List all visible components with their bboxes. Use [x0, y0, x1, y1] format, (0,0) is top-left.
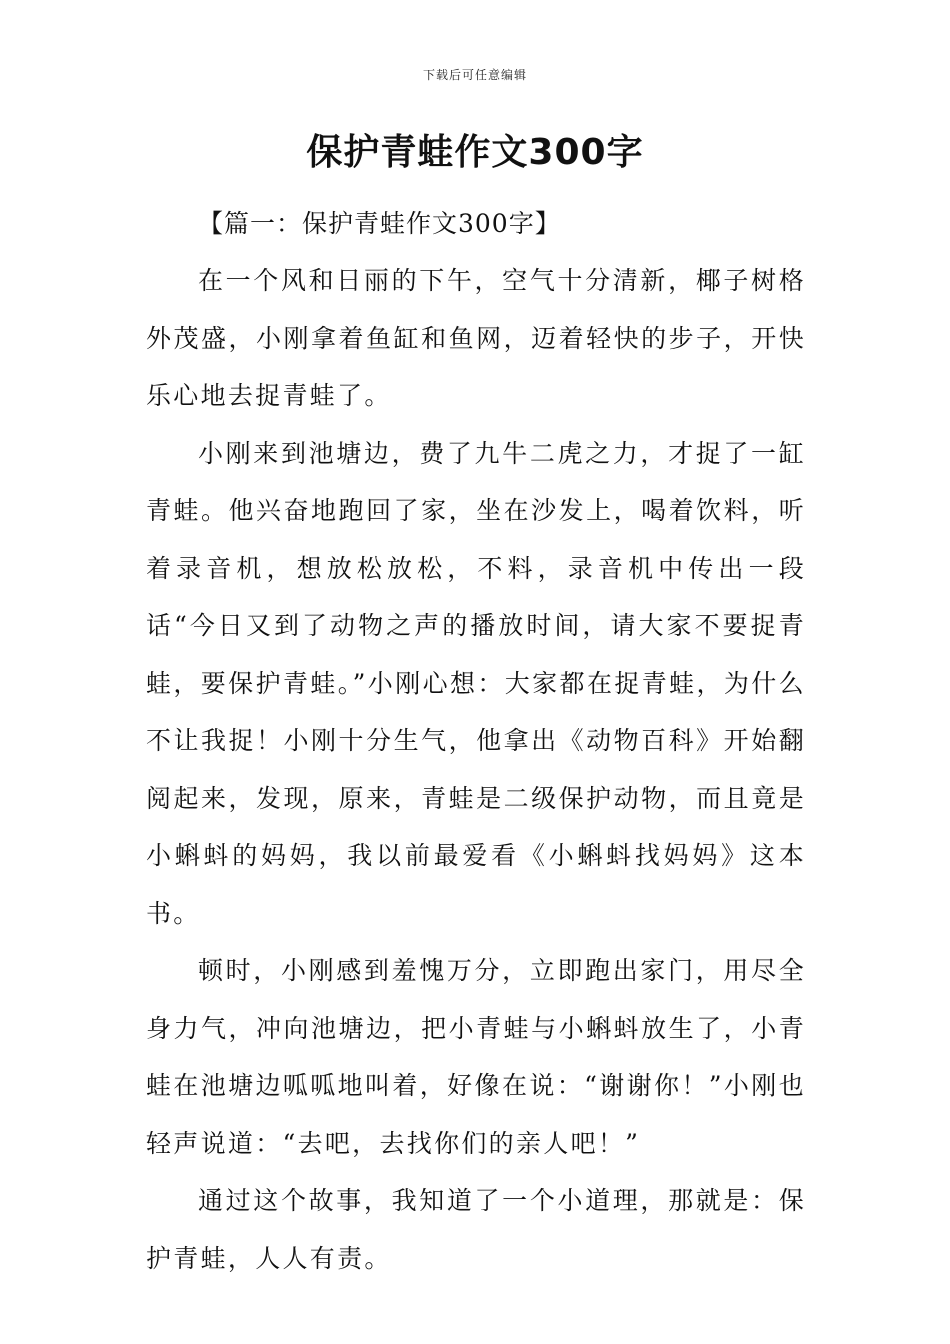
- paragraph-3: 顿时，小刚感到羞愧万分，立即跑出家门，用尽全身力气，冲向池塘边，把小青蛙与小蝌蚪放生了，小青蛙在池塘边呱呱地叫着，好像在说：“谢谢你！”小刚也轻声说道：“去吧，去找你们的亲人吧！”: [146, 956, 806, 1158]
- page-title: 保护青蛙作文300字: [306, 132, 644, 173]
- document-body: [146, 195, 806, 1287]
- paragraph-4: 通过这个故事，我知道了一个小道理，那就是：保护青蛙，人人有责。: [146, 1186, 806, 1273]
- paragraph-2: 小刚来到池塘边，费了九牛二虎之力，才捉了一缸青蛙。他兴奋地跑回了家，坐在沙发上，喝着饮料，听着录音机，想放松放松，不料，录音机中传出一段话“今日又到了动物之声的播放时间，请大家不要捉青蛙，要保护青蛙。”小刚心想：大家都在捉青蛙，为什么不让我捉！小刚十分生气，他拿出《动物百科》开始翻阅起来，发现，原来，青蛙是二级保护动物，而且竟是小蝌蚪的妈妈，我以前最爱看《小蝌蚪找妈妈》这本书。: [146, 438, 806, 928]
- paragraph-1: 在一个风和日丽的下午，空气十分清新，椰子树格外茂盛，小刚拿着鱼缸和鱼网，迈着轻快的步子，开快乐心地去捉青蛙了。: [146, 266, 806, 410]
- header-note: 下载后可任意编辑: [422, 68, 527, 82]
- section-heading: 【篇一：保护青蛙作文300字】: [198, 209, 561, 238]
